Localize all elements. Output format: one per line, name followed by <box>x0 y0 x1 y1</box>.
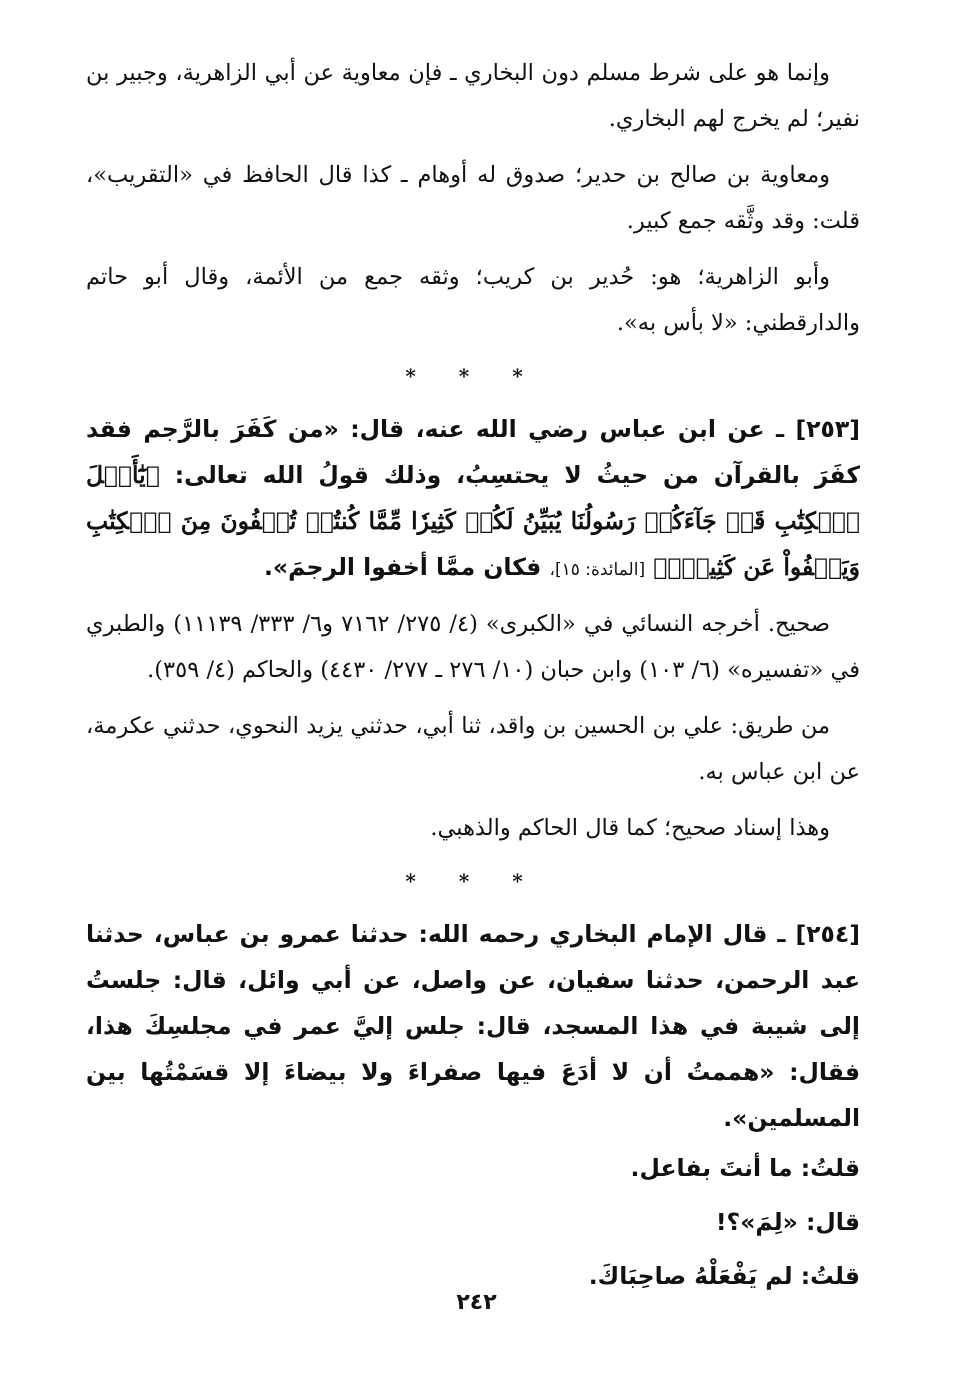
takhrij-253-sources: صحيح. أخرجه النسائي في «الكبرى» (٤/ ٢٧٥/ ٧١٦٢ و٦/ ٣٣٣/ ١١١٣٩) والطبري في «تفسيره» (٦/ ١٠٣) وابن حبان (١٠/ ٢٧٦ ـ ٢٧٧/ ٤٤٣٠) والحاكم (٤/ ٣٥٩). <box>86 611 860 683</box>
takhrij-253-grading: وهذا إسناد صحيح؛ كما قال الحاكم والذهبي. <box>430 815 830 841</box>
separator-stars: * * * <box>405 364 541 388</box>
page-content <box>86 50 860 1303</box>
quran-reference: [المائدة: ١٥]، <box>549 560 646 580</box>
hadith-254: [٢٥٤] ـ قال الإمام البخاري رحمه الله: حدثنا عمرو بن عباس، حدثنا عبد الرحمن، حدثنا سفيان، عن واصل، عن أبي وائل، قال: جلستُ إلى شيبة في هذا المسجد، قال: جلس إليَّ عمر في مجلسِكَ هذا، فقال: «هممتُ أن لا أدَعَ فيها صفراءَ ولا بيضاءَ إلا قسَمْتُها بين المسلمين». <box>86 920 860 1132</box>
paragraph-muawiya: ومعاوية بن صالح بن حدير؛ صدوق له أوهام ـ كذا قال الحافظ في «التقريب»، قلت: وقد وثَّقه جمع كبير. <box>86 162 860 234</box>
quran-verse: ﴿يَٰٓأَهۡلَ ٱلۡكِتَٰبِ قَدۡ جَآءَكُمۡ رَسُولُنَا يُبَيِّنُ لَكُمۡ كَثِيرٗا مِّمَّا كُنتُمۡ تُخۡفُونَ مِنَ ٱلۡكِتَٰبِ وَيَعۡفُواْ عَن كَثِيرٖۚ﴾ <box>86 461 860 581</box>
hadith-254-line-3: قلتُ: لم يَفْعَلْهُ صاحِبَاكَ. <box>588 1262 860 1290</box>
hadith-253-text: [٢٥٣] ـ عن ابن عباس رضي الله عنه، قال: «من كَفَرَ بالرَّجم فقد كفَرَ بالقرآن من حيثُ لا يحتسِبُ، وذلك قولُ الله تعالى: <box>86 415 860 489</box>
hadith-253 <box>86 406 860 593</box>
hadith-253-ending: فكان ممَّا أخفوا الرجمَ». <box>263 553 542 581</box>
page-number: ٢٤٢ <box>456 1290 497 1315</box>
hadith-254-line-1: قلتُ: ما أنتَ بفاعل. <box>630 1154 860 1182</box>
hadith-254-line-2: قال: «لِمَ»؟! <box>715 1208 860 1236</box>
paragraph-muslim-condition: وإنما هو على شرط مسلم دون البخاري ـ فإن معاوية عن أبي الزاهرية، وجبير بن نفير؛ لم يخرج لهم البخاري. <box>86 60 860 132</box>
takhrij-253-chain: من طريق: علي بن الحسين بن واقد، ثنا أبي، حدثني يزيد النحوي، حدثني عكرمة، عن ابن عباس به. <box>86 713 860 785</box>
paragraph-abu-zahiriya: وأبو الزاهرية؛ هو: حُدير بن كريب؛ وثقه جمع من الأئمة، وقال أبو حاتم والدارقطني: «لا بأس به». <box>86 264 860 336</box>
separator-stars-2: * * * <box>405 869 541 893</box>
